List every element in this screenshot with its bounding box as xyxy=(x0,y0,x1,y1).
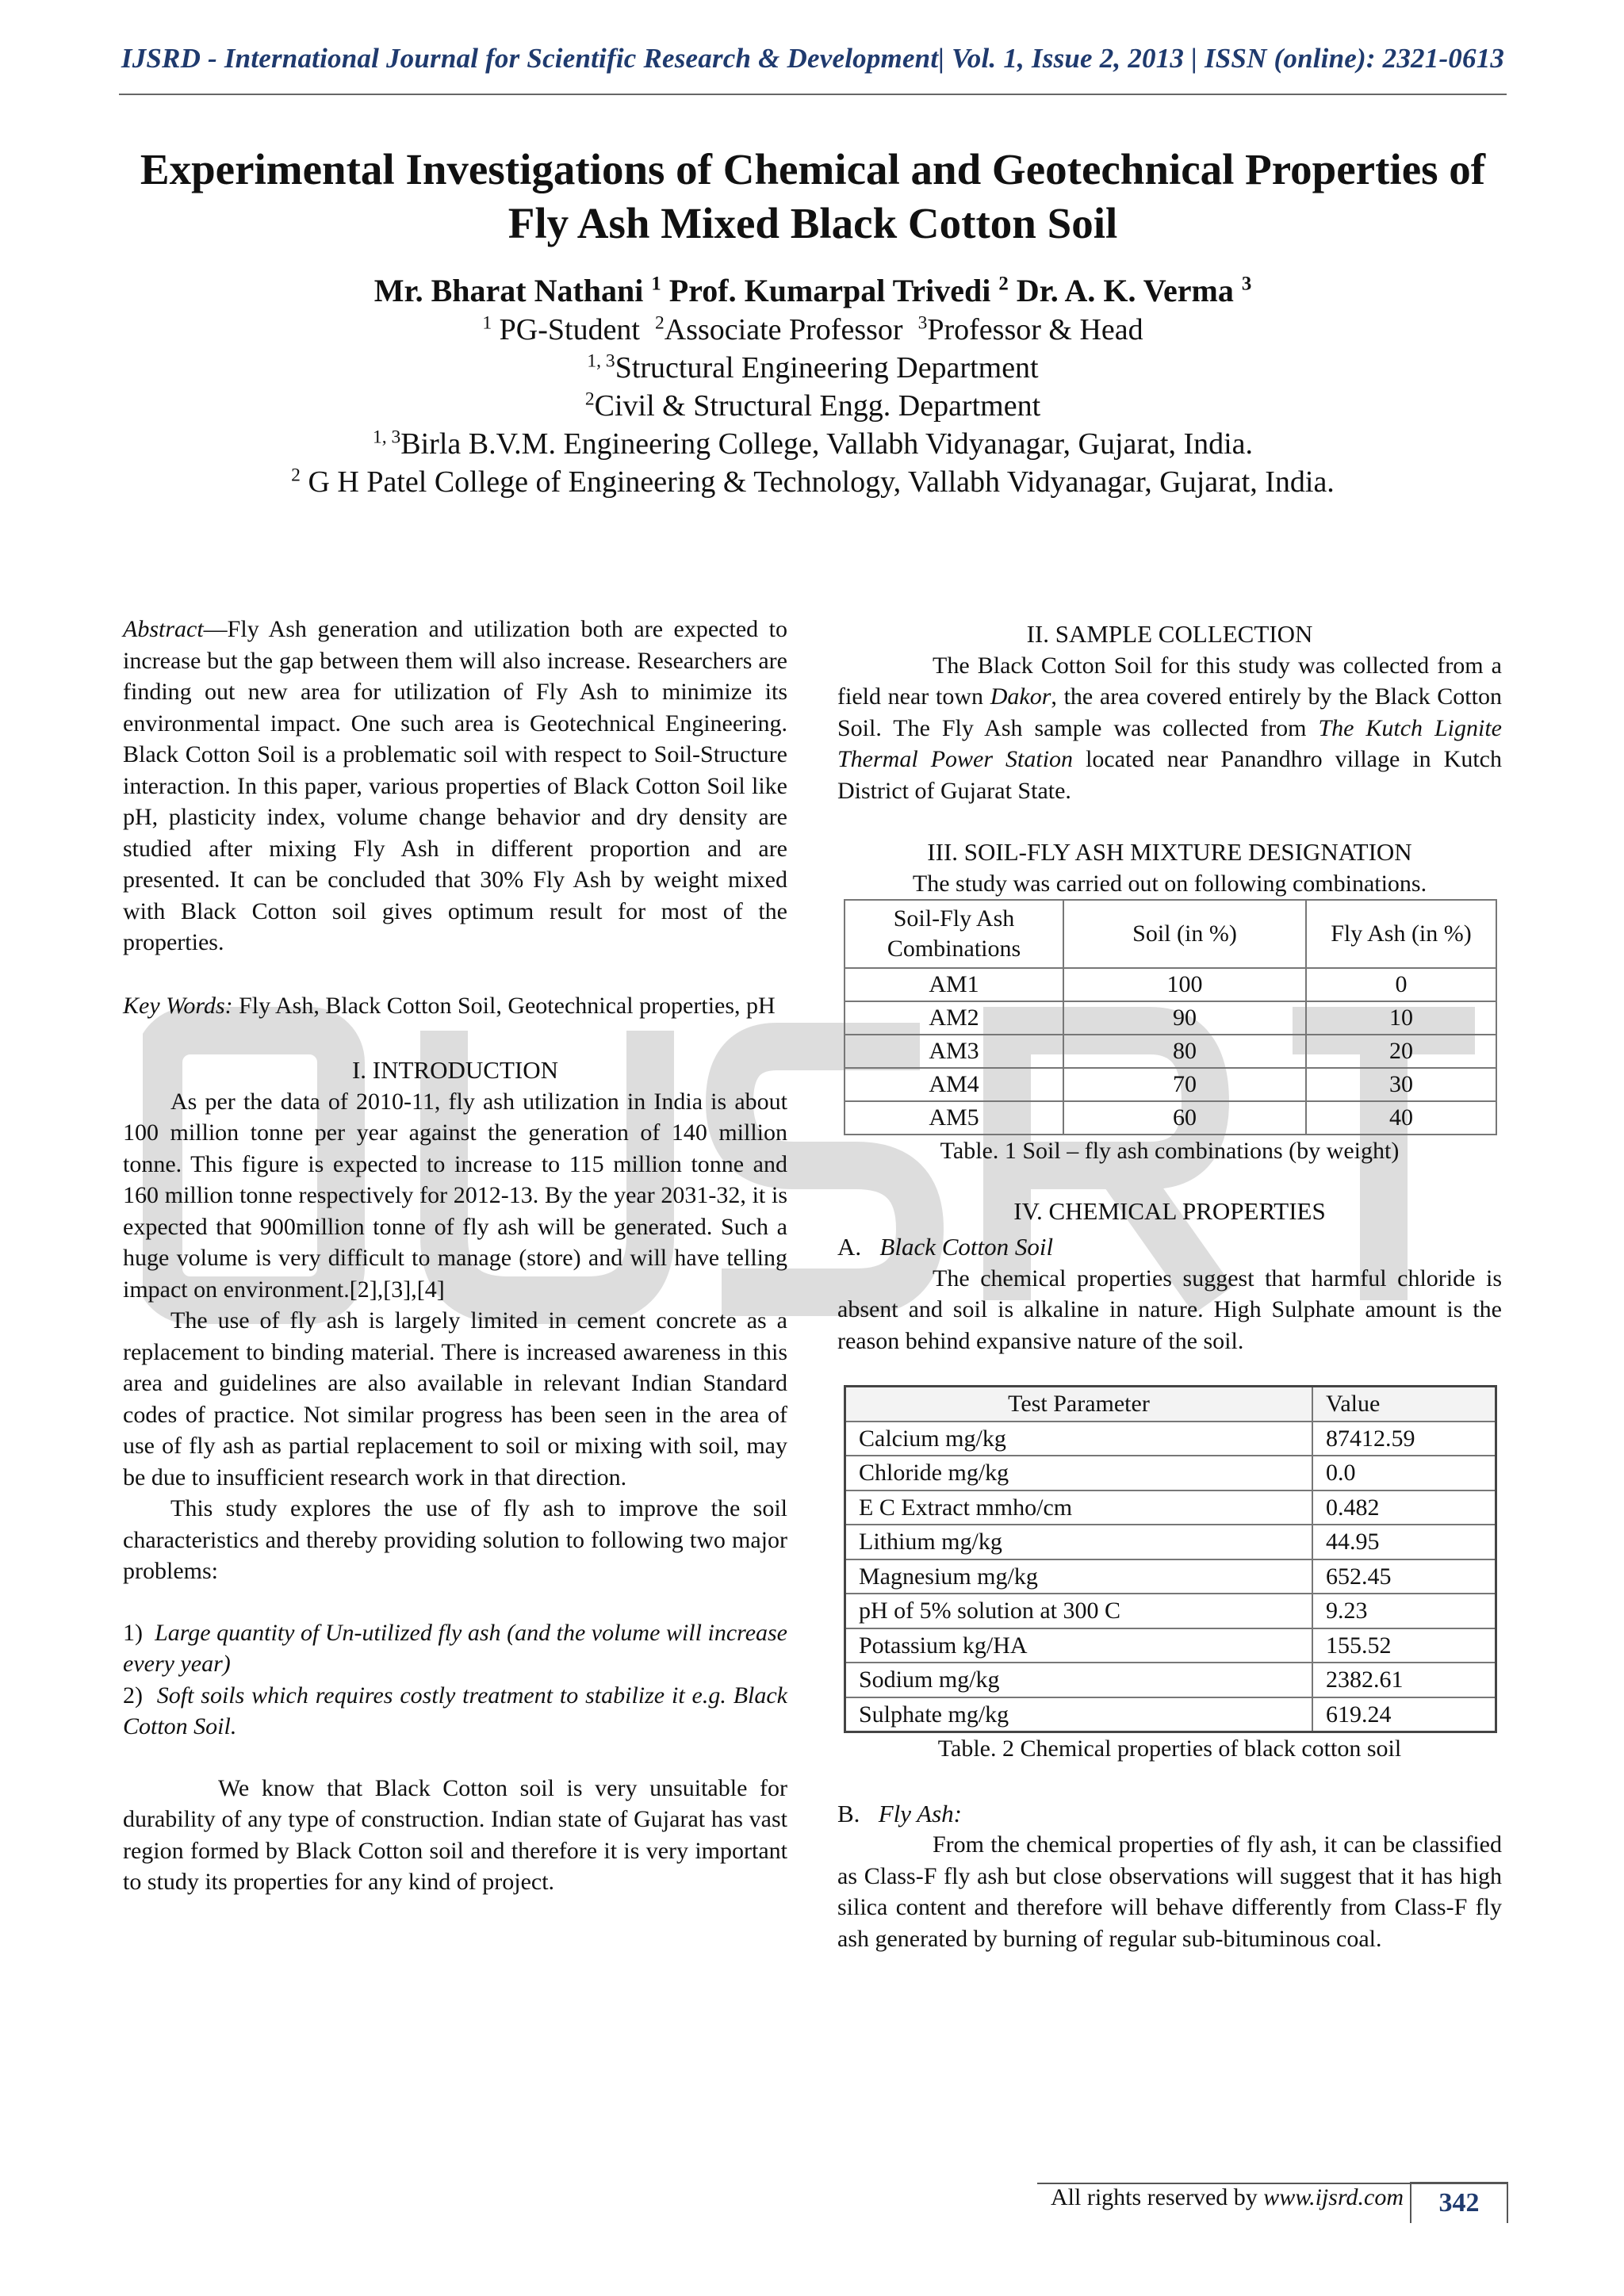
abstract-label: Abstract xyxy=(123,616,204,642)
subsection-b xyxy=(837,1798,1502,1830)
col-header-soil: Soil (in %) xyxy=(1063,900,1306,968)
table-row xyxy=(845,1456,1496,1490)
sample-text-3: located near Panandhro village in Kutch District of Gujarat State. xyxy=(837,746,1502,804)
cell-value: 0.482 xyxy=(1312,1490,1496,1525)
right-column xyxy=(837,618,1502,1954)
cell-value: 87412.59 xyxy=(1312,1422,1496,1456)
problem-item-1-num: 1) xyxy=(123,1619,143,1646)
intro-heading: I. INTRODUCTION xyxy=(351,1056,559,1084)
intro-paragraph-1: As per the data of 2010-11, fly ash utilization in India is about 100 million tonne per year against the generation of 140 million tonne. This figure is expected to increase to 115 million tonne and 160 million tonne respectively for 2012-13. By the year 2031-32, it is expected that 900million tonne of fly ash will be generated. Such a huge volume is very difficult to manage (store) and will have telling impact on environment.[2],[3],[4] xyxy=(123,1088,787,1303)
sample-text-1: The Black Cotton Soil for this study was collected from a field near town xyxy=(837,652,1502,710)
dept-2-text: Civil & Structural Engg. Department xyxy=(594,389,1041,423)
role-3: Professor & Head xyxy=(927,313,1143,346)
cell-param: Chloride mg/kg xyxy=(845,1456,1313,1490)
dept-1-sup: 1, 3 xyxy=(587,350,615,372)
abstract-dash: — xyxy=(203,616,228,642)
cell-param: E C Extract mmho/cm xyxy=(845,1490,1313,1525)
cell-soil: 100 xyxy=(1063,968,1306,1001)
cell-name: AM1 xyxy=(845,968,1063,1001)
sample-paragraph xyxy=(837,650,1502,807)
role-2: Associate Professor xyxy=(664,313,903,346)
cell-param: Calcium mg/kg xyxy=(845,1422,1313,1456)
table-row xyxy=(845,1422,1496,1456)
cell-ash: 30 xyxy=(1306,1068,1496,1101)
table-row xyxy=(845,968,1496,1001)
role-2-sup: 2 xyxy=(655,312,665,334)
cell-name: AM4 xyxy=(845,1068,1063,1101)
institution-1 xyxy=(103,425,1522,463)
cell-soil: 90 xyxy=(1063,1001,1306,1035)
table-row xyxy=(845,1697,1496,1732)
cell-param: Magnesium mg/kg xyxy=(845,1559,1313,1594)
abstract-text: Fly Ash generation and utilization both are expected to increase but the gap between them will also increase. Researchers are finding out new area for utilization of Fly Ash to minimize its environmental impact. One such area is Geotechnical Engineering. Black Cotton Soil is a problematic soil with respect to Soil-Structure interaction. In this paper, various properties of Black Cotton Soil like pH, plasticity index, volume change behavior and dry density are studied after mixing Fly Ash in different proportion and are presented. It can be concluded that 30% Fly Ash by weight mixed with Black Cotton soil gives optimum result for most of the properties. xyxy=(123,616,787,955)
author-2: Prof. Kumarpal Trivedi xyxy=(668,273,991,308)
inst-1-sup: 1, 3 xyxy=(372,427,401,448)
page-number: 342 xyxy=(1410,2182,1508,2223)
cell-param: pH of 5% solution at 300 C xyxy=(845,1594,1313,1628)
author-2-sup: 2 xyxy=(998,273,1009,295)
table-row xyxy=(845,1628,1496,1663)
footer-rights-text: All rights reserved by xyxy=(1051,2184,1264,2210)
cell-param: Potassium kg/HA xyxy=(845,1628,1313,1663)
role-3-sup: 3 xyxy=(917,312,928,334)
table-2-caption: Table. 2 Chemical properties of black cotton soil xyxy=(937,1735,1402,1762)
sample-text-2: , the area covered entirely by the Black Cotton Soil. The Fly Ash sample was collected from xyxy=(837,683,1502,741)
chemical-heading: IV. CHEMICAL PROPERTIES xyxy=(1013,1196,1326,1225)
intro-paragraph-2: The use of fly ash is largely limited in cement concrete as a replacement to binding material. There is increased awareness in this area and guidelines are also available in relevant Indian Standard codes of practice. Not similar progress has been seen in the area of use of fly ash as partial replacement to soil or mixing with soil, may be due to insufficient research work in that direction. xyxy=(123,1307,787,1490)
footer-rights xyxy=(872,2184,1404,2211)
table-row xyxy=(845,1035,1496,1068)
cell-soil: 70 xyxy=(1063,1068,1306,1101)
footer-url[interactable]: www.ijsrd.com xyxy=(1263,2184,1404,2210)
table-row xyxy=(845,1663,1496,1697)
dept-2-sup: 2 xyxy=(584,388,595,410)
table-row xyxy=(845,1525,1496,1559)
cell-value: 652.45 xyxy=(1312,1559,1496,1594)
author-1: Mr. Bharat Nathani xyxy=(373,273,644,308)
paper-title xyxy=(103,143,1522,251)
chemical-table xyxy=(844,1385,1497,1733)
cell-name: AM5 xyxy=(845,1101,1063,1135)
sample-station: The Kutch Lignite Thermal Power Station xyxy=(837,714,1502,772)
problem-item-2-num: 2) xyxy=(123,1682,143,1709)
problem-item-2-text: Soft soils which requires costly treatment to stabilize it e.g. Black Cotton Soil. xyxy=(123,1682,788,1739)
sample-heading: II. SAMPLE COLLECTION xyxy=(1026,620,1313,648)
mixture-table xyxy=(844,899,1497,1135)
title-line-1: Experimental Investigations of Chemical and Geotechnical Properties of xyxy=(140,145,1486,193)
title-line-2: Fly Ash Mixed Black Cotton Soil xyxy=(508,199,1118,247)
author-1-sup: 1 xyxy=(651,273,661,295)
table-row xyxy=(845,1068,1496,1101)
cell-name: AM3 xyxy=(845,1035,1063,1068)
col-header-combination: Soil-Fly Ash Combinations xyxy=(845,900,1063,968)
table-row xyxy=(845,1001,1496,1035)
mixture-table-header xyxy=(845,900,1496,968)
author-list xyxy=(103,271,1522,311)
problem-item-1 xyxy=(123,1617,787,1680)
subsection-a-title: Black Cotton Soil xyxy=(879,1233,1054,1261)
intro-paragraph-4: We know that Black Cotton soil is very unsuitable for durability of any type of construction. Indian state of Gujarat has vast region formed by Black Cotton soil and therefore it is very important to study its properties for any kind of project. xyxy=(123,1774,787,1895)
subsection-b-title: Fly Ash: xyxy=(878,1799,963,1827)
cell-soil: 60 xyxy=(1063,1101,1306,1135)
col-header-value: Value xyxy=(1312,1387,1496,1422)
journal-header: IJSRD - International Journal for Scientific Research & Development| Vol. 1, Issue 2, 2013 | ISSN (online): 2321-0613 xyxy=(121,43,1505,74)
keywords-text: Fly Ash, Black Cotton Soil, Geotechnical properties, pH xyxy=(239,992,776,1019)
chemical-paragraph-a: The chemical properties suggest that harmful chloride is absent and soil is alkaline in nature. High Sulphate amount is the reason behind expansive nature of the soil. xyxy=(837,1265,1502,1354)
cell-param: Sodium mg/kg xyxy=(845,1663,1313,1697)
cell-param: Sulphate mg/kg xyxy=(845,1697,1313,1732)
table-row xyxy=(845,1559,1496,1594)
sample-town: Dakor xyxy=(990,683,1051,710)
department-2 xyxy=(103,387,1522,425)
cell-value: 155.52 xyxy=(1312,1628,1496,1663)
dept-1-text: Structural Engineering Department xyxy=(615,351,1039,385)
cell-value: 619.24 xyxy=(1312,1697,1496,1732)
header-divider xyxy=(119,94,1507,95)
cell-value: 44.95 xyxy=(1312,1525,1496,1559)
mixture-heading: III. SOIL-FLY ASH MIXTURE DESIGNATION xyxy=(927,838,1412,866)
table-1-caption: Table. 1 Soil – fly ash combinations (by weight) xyxy=(940,1138,1400,1164)
institution-2 xyxy=(103,463,1522,501)
chemical-table-header xyxy=(845,1387,1496,1422)
keywords-label: Key Words: xyxy=(123,992,233,1019)
subsection-a-label: A. xyxy=(837,1233,862,1261)
author-3-sup: 3 xyxy=(1241,273,1252,295)
left-column xyxy=(123,614,787,1898)
author-roles xyxy=(103,311,1522,349)
cell-param: Lithium mg/kg xyxy=(845,1525,1313,1559)
problem-item-1-text: Large quantity of Un-utilized fly ash (and the volume will increase every year) xyxy=(123,1619,788,1677)
problem-item-2 xyxy=(123,1680,787,1743)
inst-2-text: G H Patel College of Engineering & Technology, Vallabh Vidyanagar, Gujarat, India. xyxy=(308,465,1335,499)
author-3: Dr. A. K. Verma xyxy=(1016,273,1234,308)
role-1: PG-Student xyxy=(499,313,640,346)
col-header-fly-ash: Fly Ash (in %) xyxy=(1306,900,1496,968)
role-1-sup: 1 xyxy=(482,312,492,334)
cell-name: AM2 xyxy=(845,1001,1063,1035)
abstract xyxy=(123,614,787,959)
cell-ash: 20 xyxy=(1306,1035,1496,1068)
col-header-parameter: Test Parameter xyxy=(845,1387,1313,1422)
keywords xyxy=(123,990,787,1022)
chemical-paragraph-b: From the chemical properties of fly ash, it can be classified as Class-F fly ash but close observations will suggest that it has high silica content and therefore will behave differently from Class-F fly ash generated by burning of regular sub-bituminous coal. xyxy=(837,1831,1502,1952)
cell-ash: 40 xyxy=(1306,1101,1496,1135)
table-row xyxy=(845,1101,1496,1135)
inst-2-sup: 2 xyxy=(291,465,301,486)
cell-soil: 80 xyxy=(1063,1035,1306,1068)
cell-value: 0.0 xyxy=(1312,1456,1496,1490)
mixture-intro: The study was carried out on following combinations. xyxy=(912,870,1427,897)
cell-value: 9.23 xyxy=(1312,1594,1496,1628)
inst-1-text: Birla B.V.M. Engineering College, Vallabh Vidyanagar, Gujarat, India. xyxy=(400,427,1254,461)
cell-ash: 10 xyxy=(1306,1001,1496,1035)
cell-ash: 0 xyxy=(1306,968,1496,1001)
cell-value: 2382.61 xyxy=(1312,1663,1496,1697)
intro-paragraph-3: This study explores the use of fly ash to improve the soil characteristics and thereby providing solution to following two major problems: xyxy=(123,1495,787,1584)
table-row xyxy=(845,1594,1496,1628)
table-row xyxy=(845,1490,1496,1525)
department-1 xyxy=(103,349,1522,387)
subsection-b-label: B. xyxy=(837,1799,860,1827)
affiliations xyxy=(103,311,1522,501)
subsection-a xyxy=(837,1231,1502,1263)
